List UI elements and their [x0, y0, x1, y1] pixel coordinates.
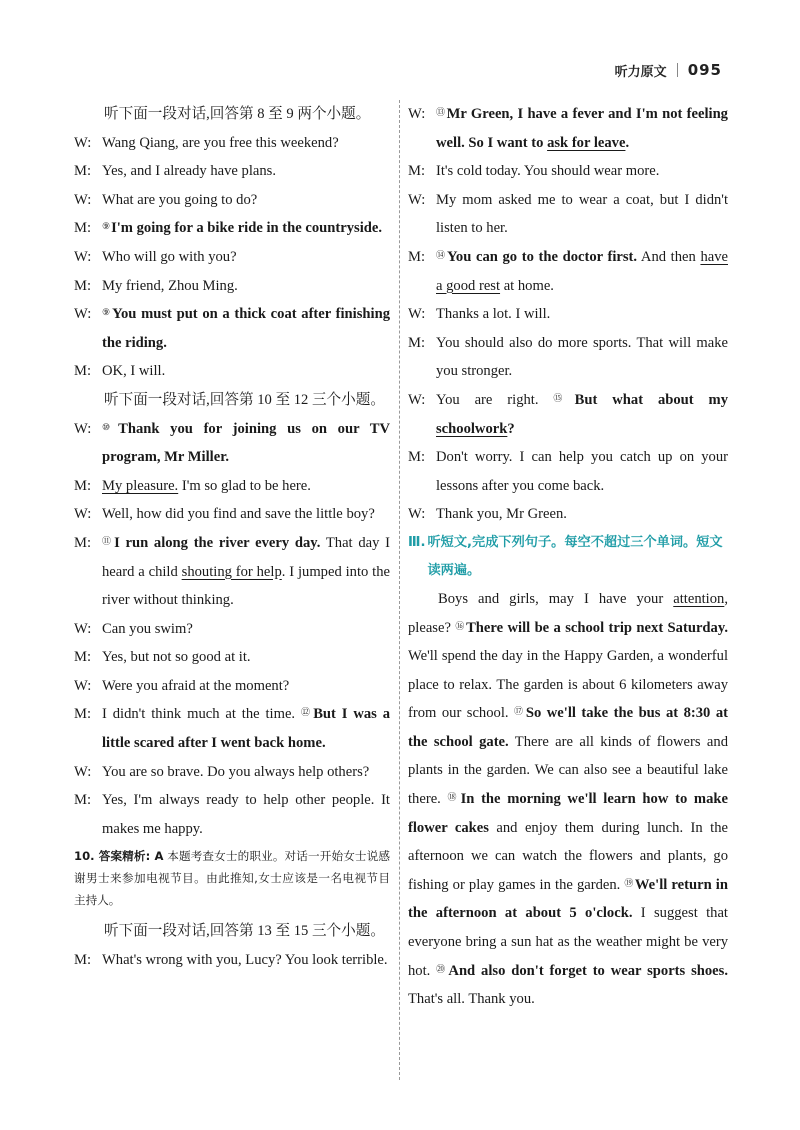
speaker: W: [74, 677, 92, 694]
line-text: Wang Qiang, are you free this weekend? [102, 134, 339, 151]
underlined-phrase: attention [673, 590, 725, 607]
underlined-phrase: shouting for help [181, 563, 282, 580]
speaker: W: [408, 191, 426, 208]
key-sentence: You can go to the doctor first. [447, 248, 638, 265]
line-text: Yes, I'm always ready to help other people. It makes me happy. [102, 792, 390, 837]
dialogue-line [74, 529, 390, 615]
line-text: You are right. [436, 391, 554, 408]
question-marker: ⑯ [455, 620, 466, 631]
dialogue-line [408, 329, 728, 386]
speaker: M: [408, 163, 426, 180]
passage-span: Boys and girls, may I have your [438, 590, 674, 607]
answer-explanation: 本题考查女士的职业。对话一开始女士说感谢男士来参加电视节目。由此推知,女士应该是一名电视节目主持人。 [74, 849, 390, 908]
dialogue-line [74, 157, 390, 186]
line-text: It's cold today. You should wear more. [436, 163, 660, 180]
key-sentence-end: . [625, 134, 630, 151]
section-number: Ⅲ. [408, 534, 426, 550]
dialogue-line [408, 386, 728, 443]
key-sentence: We'll return in the afternoon at about 5 o'clock. [408, 876, 728, 922]
dialogue-intro: 听下面一段对话,回答第 13 至 15 三个小题。 [104, 923, 385, 940]
line-text: I didn't think much at the time. [102, 706, 301, 723]
key-sentence: But I was a little scared after I went back home. [102, 706, 390, 752]
question-marker: ⑰ [514, 706, 525, 717]
dialogue-line [408, 100, 728, 157]
speaker: W: [74, 620, 92, 637]
dialogue-line [408, 157, 728, 186]
right-column [408, 100, 728, 1014]
section-heading [408, 529, 728, 585]
passage-span: We'll spend the day in the Happy Garden, a wonderful place to relax. The garden is about 6 kilometers away from our school. [408, 648, 728, 722]
speaker: M: [74, 363, 92, 380]
line-text: My mom asked me to wear a coat, but I didn't listen to her. [436, 191, 728, 237]
dialogue-line [74, 946, 390, 975]
line-text: at home. [500, 277, 554, 294]
question-marker: ⑳ [436, 963, 448, 974]
dialogue-line [408, 243, 728, 300]
underlined-phrase: have a good rest [436, 248, 728, 294]
question-marker: ⑱ [447, 792, 460, 803]
dialogue-line [74, 243, 390, 272]
question-marker: ⑮ [553, 392, 574, 403]
dialogue-line [74, 758, 390, 787]
answer-note [74, 845, 390, 911]
question-marker: ⑨ [102, 221, 111, 232]
speaker: M: [74, 706, 92, 723]
dialogue-intro: 听下面一段对话,回答第 10 至 12 三个小题。 [104, 391, 385, 408]
left-column [74, 100, 390, 975]
dialogue-line [408, 186, 728, 243]
line-text: You are so brave. Do you always help others? [102, 763, 370, 780]
line-text: My friend, Zhou Ming. [102, 277, 238, 294]
key-sentence: I'm going for a bike ride in the countryside. [111, 220, 383, 237]
key-sentence: You must put on a thick coat after finishing the riding. [102, 306, 390, 351]
key-sentence: And also don't forget to wear sports shoes. [448, 962, 728, 979]
question-marker: ⑭ [436, 249, 446, 260]
dialogue-line [74, 272, 390, 301]
key-sentence: So we'll take the bus at 8:30 at the school gate. [408, 705, 728, 750]
line-text: Who will go with you? [102, 248, 237, 265]
dialogue-line [74, 700, 390, 757]
speaker: W: [74, 420, 92, 437]
line-text: Thank you, Mr Green. [436, 506, 567, 523]
dialogue-line [74, 415, 390, 472]
speaker: M: [74, 163, 92, 180]
key-sentence: Mr Green, I have a fever and I'm not feeling well. So I want to [436, 106, 728, 151]
key-sentence: In the morning we'll learn how to make flower cakes [408, 791, 728, 836]
line-text: Can you swim? [102, 620, 193, 637]
page-header [615, 58, 722, 82]
speaker: M: [74, 792, 92, 809]
line-text: Don't worry. I can help you catch up on your lessons after you come back. [436, 449, 728, 494]
line-text: . I jumped into the river without thinking. [102, 563, 390, 609]
line-text: OK, I will. [102, 363, 166, 380]
line-text: Well, how did you find and save the little boy? [102, 506, 375, 523]
speaker: M: [74, 534, 92, 551]
key-sentence: But what about my [574, 391, 728, 408]
section-title: 听力原文 [614, 64, 667, 80]
column-divider [399, 100, 400, 1080]
speaker: M: [408, 334, 426, 351]
passage-span: That's all. Thank you. [408, 991, 535, 1008]
question-marker: ⑲ [624, 877, 634, 888]
line-text: And then [637, 248, 701, 265]
dialogue-line [74, 643, 390, 672]
speaker: W: [408, 506, 426, 523]
line-text: What's wrong with you, Lucy? You look terrible. [102, 952, 388, 969]
line-text: That day I heard a child [102, 534, 390, 580]
dialogue-line [408, 300, 728, 329]
speaker: M: [74, 649, 92, 666]
underlined-phrase: schoolwork [436, 420, 508, 437]
dialogue-line [74, 786, 390, 843]
line-text: Were you afraid at the moment? [102, 677, 290, 694]
underlined-phrase: ask for leave [547, 134, 626, 151]
section-instruction: 听短文,完成下列句子。每空不超过三个单词。短文读两遍。 [427, 534, 723, 578]
speaker: W: [74, 191, 92, 208]
dialogue-line [74, 500, 390, 529]
line-text: Yes, but not so good at it. [102, 649, 251, 666]
dialogue-line [74, 129, 390, 158]
dialogue-line [74, 672, 390, 701]
speaker: M: [74, 477, 92, 494]
line-text: Thanks a lot. I will. [436, 306, 551, 323]
line-text: What are you going to do? [102, 191, 258, 208]
speaker: W: [408, 106, 426, 122]
question-marker: ⑪ [102, 535, 114, 546]
passage-span: There are all kinds of flowers and plants in the garden. We can also see a beautiful lake there. [408, 733, 728, 808]
key-sentence: I run along the river every day. [114, 534, 321, 551]
header-divider [677, 63, 678, 77]
speaker: W: [408, 306, 426, 323]
underlined-phrase: My pleasure. [102, 477, 179, 494]
dialogue-line [408, 500, 728, 529]
speaker: W: [74, 134, 92, 151]
dialogue-line [74, 300, 390, 357]
question-marker: ⑫ [300, 707, 313, 718]
dialogue-line [74, 186, 390, 215]
dialogue-line [74, 472, 390, 501]
key-sentence: There will be a school trip next Saturday. [466, 619, 728, 636]
speaker: W: [74, 506, 92, 523]
question-marker: ⑨ [102, 307, 112, 318]
key-sentence-end: ? [507, 420, 515, 437]
passage-text [408, 585, 728, 1014]
speaker: M: [74, 952, 92, 969]
question-marker: ⑬ [436, 107, 446, 117]
dialogue-line [74, 615, 390, 644]
answer-label: 10. 答案精析: A [74, 849, 164, 864]
speaker: W: [74, 763, 92, 780]
dialogue-line [74, 214, 390, 243]
speaker: M: [74, 277, 92, 294]
question-marker: ⑩ [102, 421, 118, 432]
passage-span: , please? [408, 590, 728, 636]
speaker: W: [74, 306, 92, 323]
line-text: I'm so glad to be here. [178, 477, 311, 494]
line-text: Yes, and I already have plans. [102, 163, 276, 180]
line-text: You should also do more sports. That will make you stronger. [436, 334, 728, 380]
dialogue-intro: 听下面一段对话,回答第 8 至 9 两个小题。 [104, 106, 371, 122]
passage-span: I suggest that everyone bring a sun hat as the weather might be very hot. [408, 905, 728, 979]
speaker: W: [408, 391, 426, 408]
speaker: M: [408, 449, 426, 466]
speaker: W: [74, 248, 92, 265]
speaker: M: [408, 248, 426, 265]
dialogue-line [74, 357, 390, 386]
dialogue-line [408, 443, 728, 500]
passage-span: and enjoy them during lunch. In the afternoon we can watch the flowers and plants, go fishing or play games in the garden. [408, 819, 728, 893]
key-sentence: Thank you for joining us on our TV program, Mr Miller. [102, 420, 390, 466]
speaker: M: [74, 220, 92, 237]
page-number: 095 [687, 61, 722, 79]
